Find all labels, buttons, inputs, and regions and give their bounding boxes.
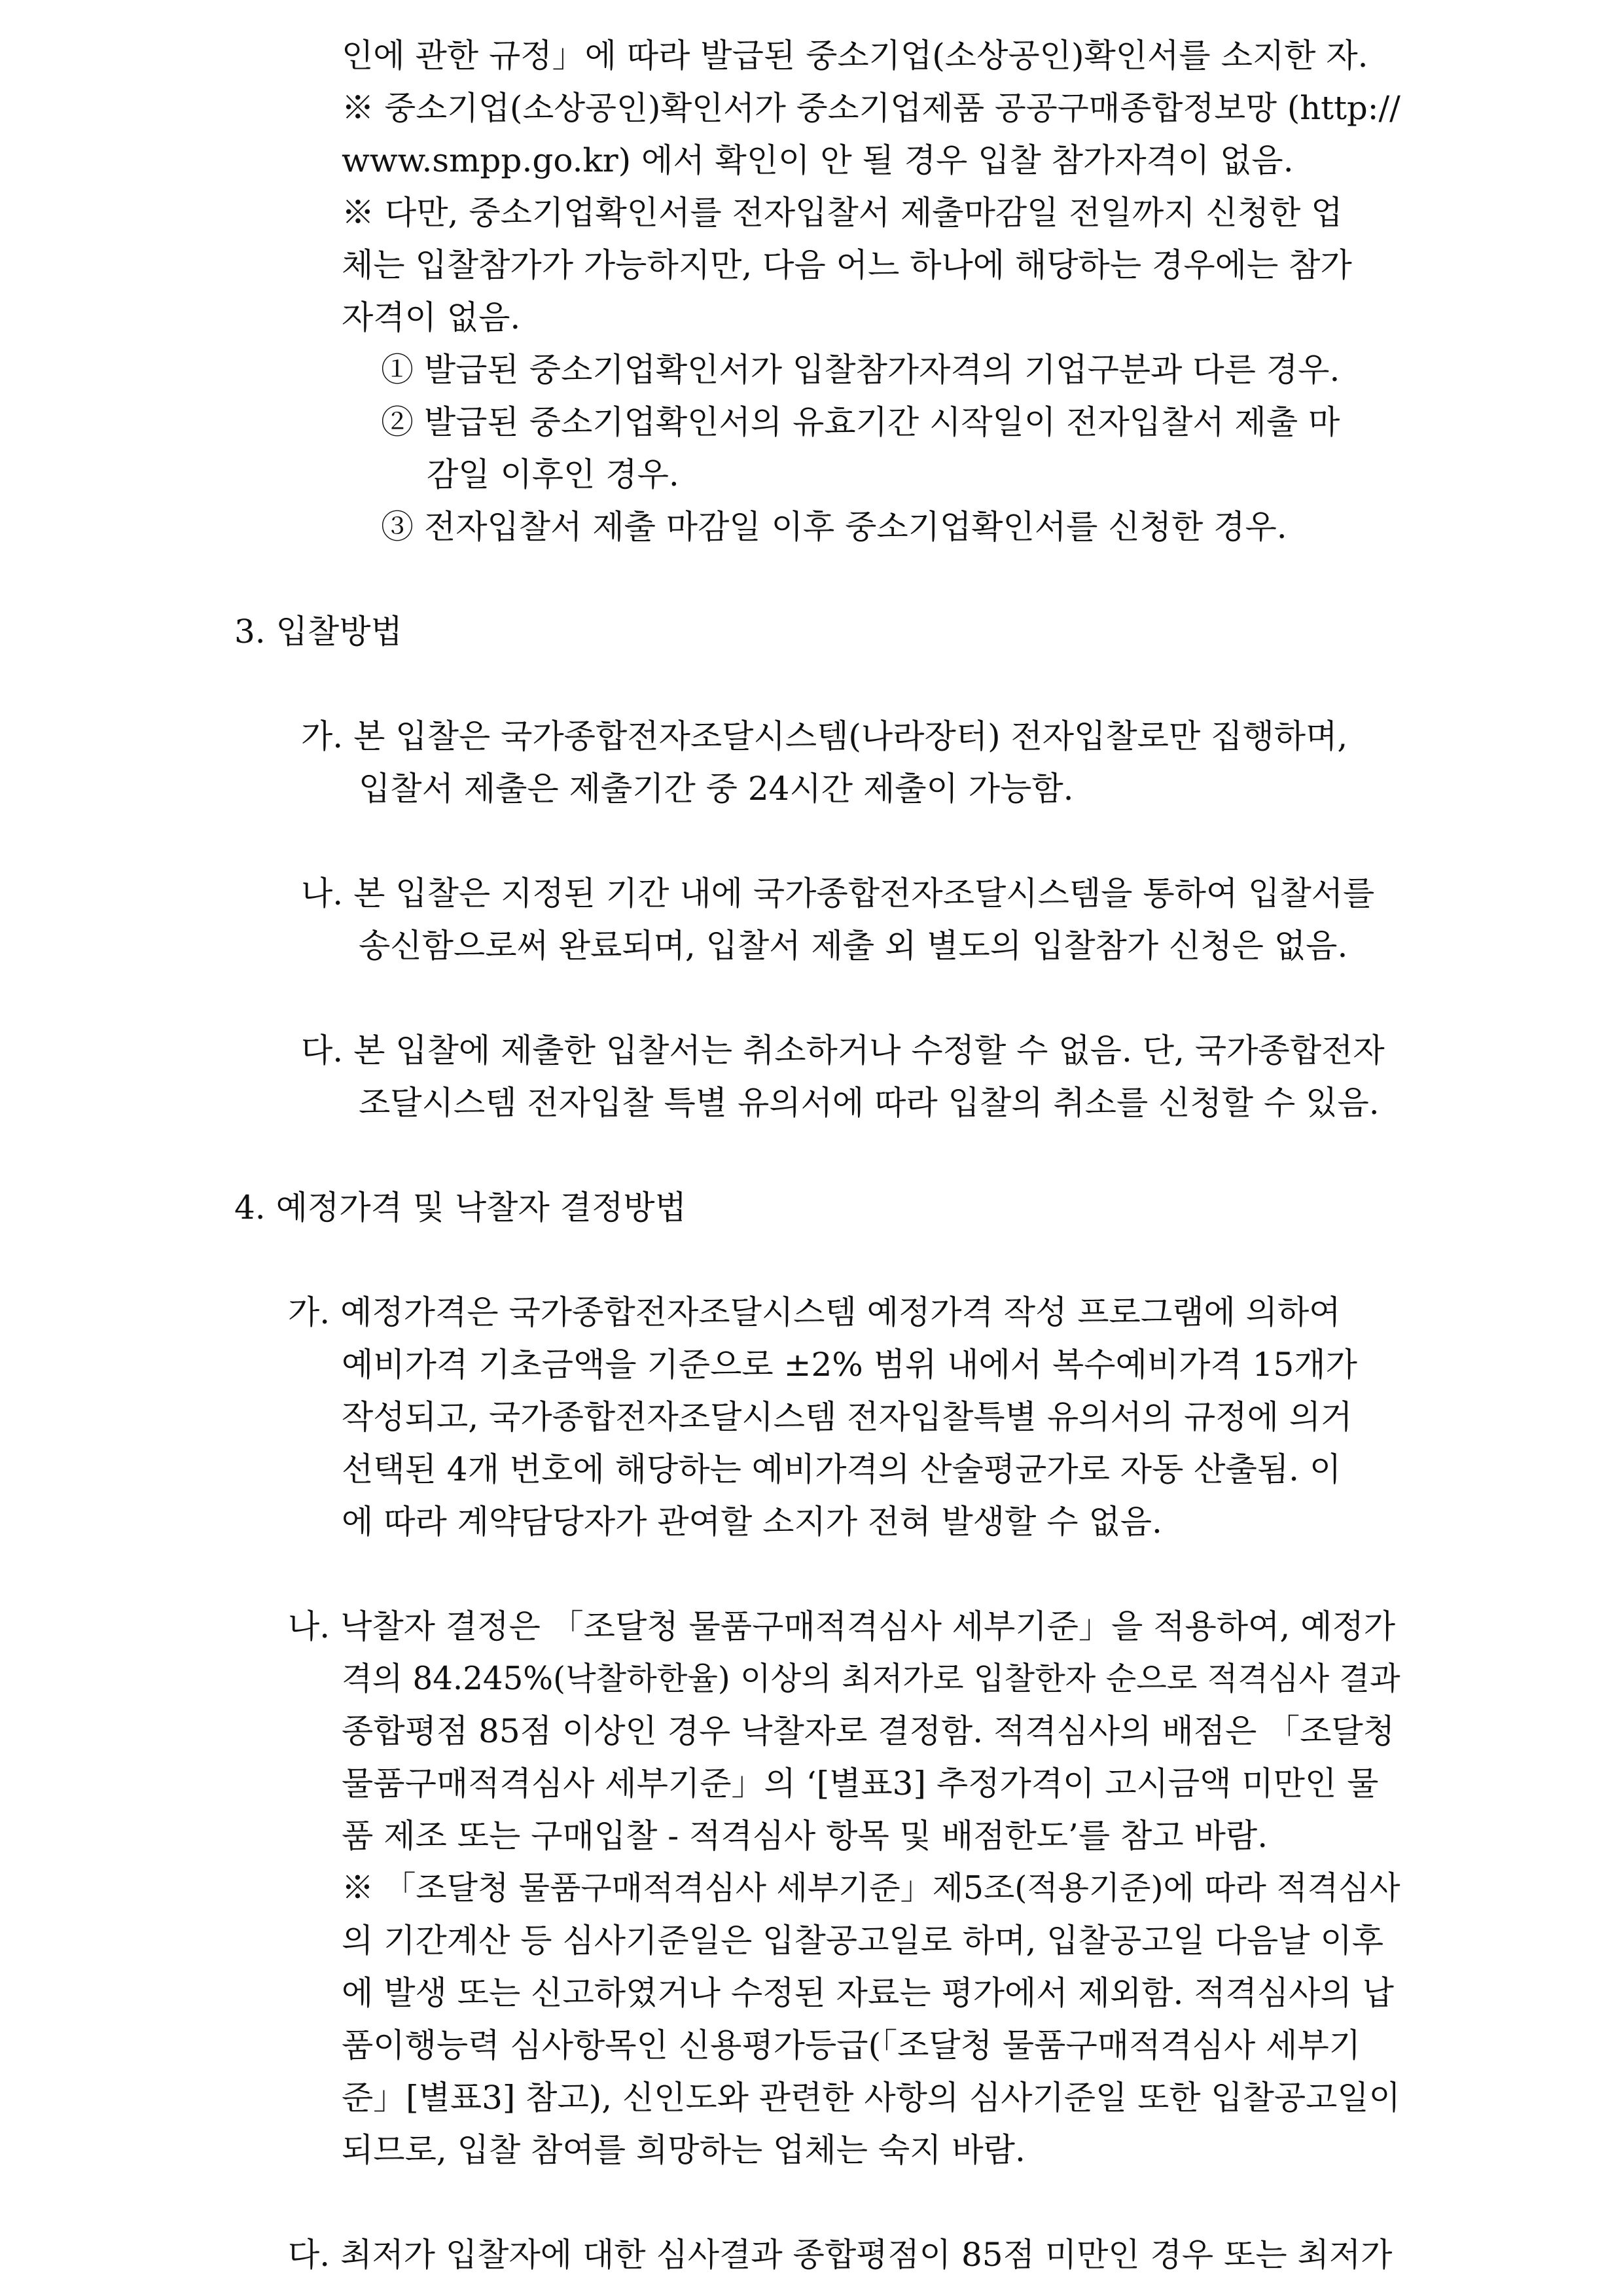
section-4-item-na-line-5: 품 제조 또는 구매입찰 - 적격심사 항목 및 배점한도’를 참고 바람. <box>342 1817 1268 1855</box>
section-4-item-na-line-6: ※ 「조달청 물품구매적격심사 세부기준」제5조(적용기준)에 따라 적격심사 <box>342 1869 1400 1907</box>
section-4-item-na-line-3: 종합평점 85점 이상인 경우 낙찰자로 결정함. 적격심사의 배점은 「조달청 <box>342 1712 1395 1750</box>
section-4-item-na-line-1: 나. 낙찰자 결정은 「조달청 물품구매적격심사 세부기준」을 적용하여, 예정가 <box>288 1607 1396 1645</box>
section-3-item-ga-line-1: 가. 본 입찰은 국가종합전자조달시스템(나라장터) 전자입찰로만 집행하며, <box>301 717 1348 755</box>
intro-line-7: ① 발급된 중소기업확인서가 입찰참가자격의 기업구분과 다른 경우. <box>381 351 1340 389</box>
section-4-item-ga-line-4: 선택된 4개 번호에 해당하는 예비가격의 산술평균가로 자동 산출됨. 이 <box>342 1450 1342 1488</box>
section-4-item-na-line-4: 물품구매적격심사 세부기준」의 ‘[별표3] 추정가격이 고시금액 미만인 물 <box>342 1765 1379 1803</box>
section-4-item-na-line-8: 에 발생 또는 신고하였거나 수정된 자료는 평가에서 제외함. 적격심사의 납 <box>342 1974 1394 2012</box>
section-3-item-ga-line-2: 입찰서 제출은 제출기간 중 24시간 제출이 가능함. <box>359 770 1074 808</box>
intro-line-2: ※ 중소기업(소상공인)확인서가 중소기업제품 공공구매종합정보망 (http:// <box>342 89 1400 127</box>
intro-line-8: ② 발급된 중소기업확인서의 유효기간 시작일이 전자입찰서 제출 마 <box>381 403 1340 441</box>
intro-line-9: 감일 이후인 경우. <box>427 456 679 493</box>
section-4-item-na-line-9: 품이행능력 심사항목인 신용평가등급(「조달청 물품구매적격심사 세부기 <box>342 2026 1361 2064</box>
section-4-item-ga-line-3: 작성되고, 국가종합전자조달시스템 전자입찰특별 유의서의 규정에 의거 <box>342 1398 1353 1436</box>
section-4-item-na-line-2: 격의 84.245%(낙찰하한율) 이상의 최저가로 입찰한자 순으로 적격심사 결과 <box>342 1660 1400 1697</box>
intro-line-4: ※ 다만, 중소기업확인서를 전자입찰서 제출마감일 전일까지 신청한 업 <box>342 194 1343 232</box>
section-4-item-ga-line-1: 가. 예정가격은 국가종합전자조달시스템 예정가격 작성 프로그램에 의하여 <box>288 1293 1341 1331</box>
section-3-heading: 3. 입찰방법 <box>234 613 402 651</box>
section-4-item-na-line-7: 의 기간계산 등 심사기준일은 입찰공고일로 하며, 입찰공고일 다음날 이후 <box>342 1922 1384 1960</box>
section-4-item-ga-line-2: 예비가격 기초금액을 기준으로 ±2% 범위 내에서 복수예비가격 15개가 <box>342 1346 1357 1384</box>
intro-line-5: 체는 입찰참가가 가능하지만, 다음 어느 하나에 해당하는 경우에는 참가 <box>342 246 1352 284</box>
intro-line-1: 인에 관한 규정」에 따라 발급된 중소기업(소상공인)확인서를 소지한 자. <box>342 37 1368 75</box>
section-3-item-na-line-1: 나. 본 입찰은 지정된 기간 내에 국가종합전자조달시스템을 통하여 입찰서를 <box>301 874 1375 912</box>
section-4-item-da-line-1: 다. 최저가 입찰자에 대한 심사결과 종합평점이 85점 미만인 경우 또는 최저가 <box>288 2236 1393 2274</box>
intro-line-10: ③ 전자입찰서 제출 마감일 이후 중소기업확인서를 신청한 경우. <box>381 508 1287 546</box>
section-3-item-na-line-2: 송신함으로써 완료되며, 입찰서 제출 외 별도의 입찰참가 신청은 없음. <box>359 927 1348 965</box>
intro-line-3: www.smpp.go.kr) 에서 확인이 안 될 경우 입찰 참가자격이 없음. <box>342 141 1294 179</box>
section-4-item-na-line-11: 되므로, 입찰 참여를 희망하는 업체는 숙지 바람. <box>342 2131 1026 2169</box>
section-4-item-na-line-10: 준」[별표3] 참고), 신인도와 관련한 사항의 심사기준일 또한 입찰공고일이 <box>342 2079 1400 2117</box>
intro-line-6: 자격이 없음. <box>342 298 521 336</box>
section-4-heading: 4. 예정가격 및 낙찰자 결정방법 <box>234 1189 687 1227</box>
section-4-item-ga-line-5: 에 따라 계약담당자가 관여할 소지가 전혀 발생할 수 없음. <box>342 1503 1162 1541</box>
section-3-item-da-line-1: 다. 본 입찰에 제출한 입찰서는 취소하거나 수정할 수 없음. 단, 국가종합전자 <box>301 1031 1385 1069</box>
section-3-item-da-line-2: 조달시스템 전자입찰 특별 유의서에 따라 입찰의 취소를 신청할 수 있음. <box>359 1084 1380 1122</box>
